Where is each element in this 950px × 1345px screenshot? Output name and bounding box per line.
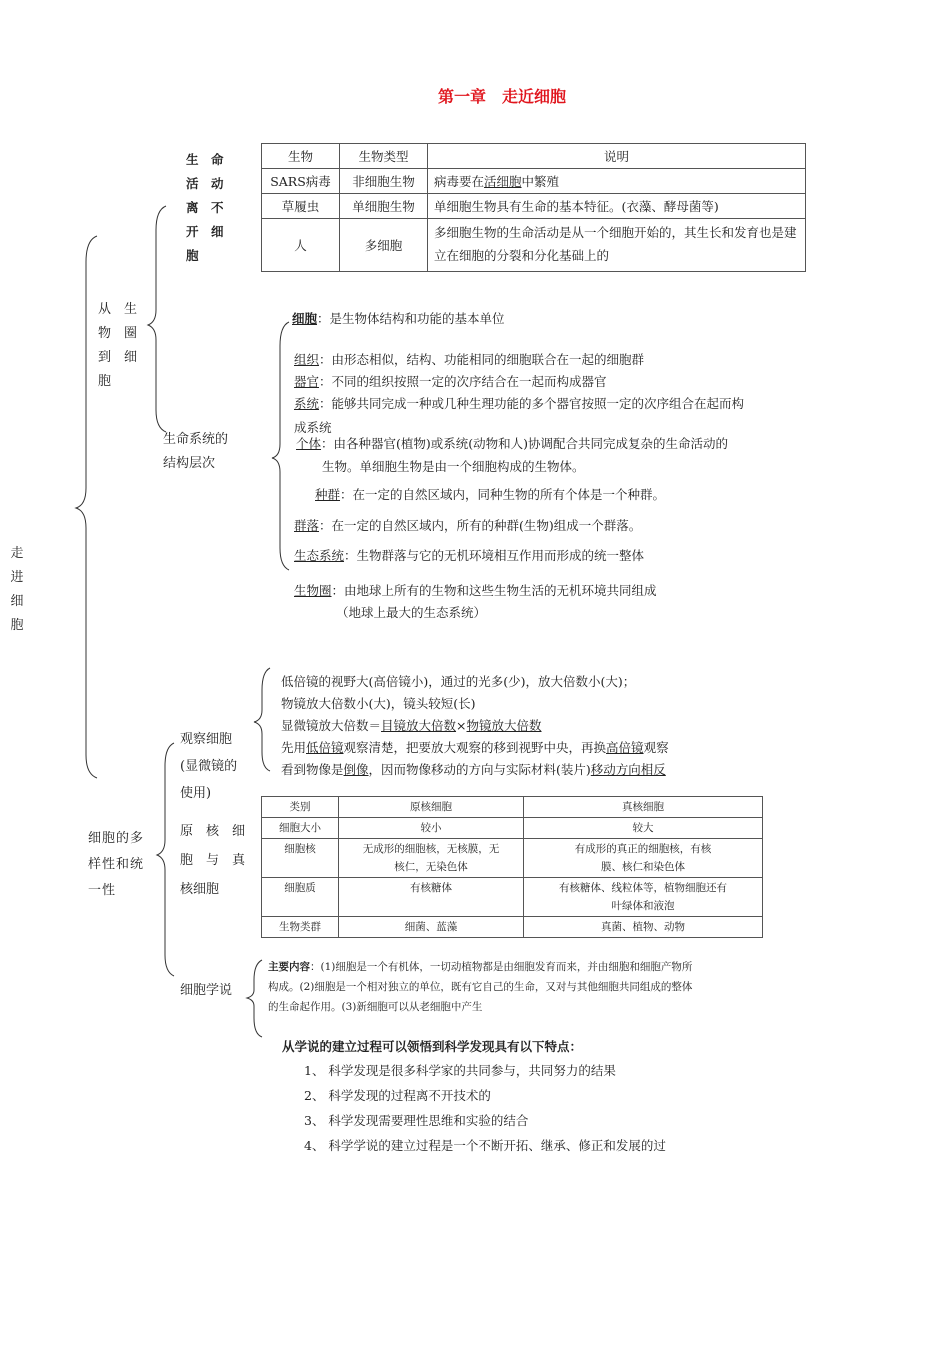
label-line: 胞 [98,374,112,389]
table-cell: 较小 [339,818,524,839]
label-line: 一性 [88,883,117,898]
table-row [262,818,763,839]
definition-text: 生物。单细胞生物是由一个细胞构成的生物体。 [322,459,585,474]
table-cell: 多细胞 [340,219,428,272]
theory-brace [247,960,262,1037]
level-organ [294,371,607,393]
cell-comparison-table [261,796,763,938]
term: 种群 [315,487,341,502]
text-underlined: 目镜放大倍数 [381,718,457,733]
text: ，因而物像移动的方向与实际材料(装片) [368,762,591,777]
level-system [294,393,744,415]
label-line: 生 命 [186,152,224,167]
table-row [262,169,806,194]
root-label-char: 胞 [10,618,24,633]
level-biosphere-note [336,602,486,624]
label-line: 使用) [180,786,212,801]
root-label-char: 细 [10,594,24,609]
definition-text: ：是生物体结构和功能的基本单位 [317,311,505,326]
table-cell: 生物类群 [262,917,339,938]
table-cell: 草履虫 [262,194,340,219]
root-label-char: 进 [10,570,24,585]
text: 观察 [643,740,669,755]
definition-text: ：在一定的自然区域内，所有的种群(生物)组成一个群落。 [319,518,642,533]
definition-text: ：由形态相似，结构、功能相同的细胞联合在一起的细胞群 [319,352,645,367]
note-line: 低倍镜的视野大(高倍镜小)，通过的光多(少)，放大倍数小(大)； [281,674,636,689]
list-item: 3、 科学发现需要理性思维和实验的结合 [304,1113,529,1128]
cell-text: 病毒要在 [434,174,485,189]
definition-text: ：在一定的自然区域内，同种生物的所有个体是一个种群。 [340,487,666,502]
root-label [9,542,25,638]
microscope-brace [254,668,270,771]
note-line [281,715,669,737]
table-cell: 单细胞生物具有生命的基本特征。(衣藻、酵母菌等) [428,194,806,219]
diversity-label [88,826,144,904]
table-cell: 较大 [524,818,763,839]
cell-text: 中繁殖 [521,174,560,189]
term: 生态系统 [294,548,345,563]
label-line: 观察细胞 [180,732,233,747]
page-title: 第一章 走近细胞 [437,87,566,106]
theory-lead: 主要内容 [268,961,310,973]
theory-text: ：(1)细胞是一个有机体，一切动植物都是由细胞发育而来，并由细胞和细胞产物所 [310,961,693,973]
label-line: 生命系统的 [163,432,229,447]
table-cell: 细胞质 [262,878,339,917]
note-line [281,759,669,781]
text: 显微镜放大倍数＝ [281,718,382,733]
text: 看到物像是 [281,762,344,777]
from-biosphere-label [98,298,137,394]
level-individual-cont [322,456,585,478]
table-cell: 人 [262,219,340,272]
table-row [262,219,806,272]
note-line: 物镜放大倍数小(大)，镜头较短(长) [281,696,476,711]
definition-text: ：由各种器官(植物)或系统(动物和人)协调配合共同完成复杂的生命活动的 [321,436,729,451]
life-activity-label [186,148,224,268]
table-cell: 细胞大小 [262,818,339,839]
table-cell: 多细胞生物的生命活动是从一个细胞开始的，其生长和发育也是建立在细胞的分裂和分化基础上的 [428,219,806,272]
diversity-brace [157,743,174,976]
term: 个体 [296,436,322,451]
label-line: 到 细 [98,350,138,365]
list-item: 4、 科学学说的建立过程是一个不断开拓、继承、修正和发展的过 [304,1138,666,1153]
text: 观察清楚，把要放大观察的移到视野中央，再换 [343,740,607,755]
table-header: 类别 [262,797,339,818]
table-header-row [262,144,806,169]
term: 细胞 [292,311,318,326]
label-line: 核细胞 [180,882,220,897]
table-cell: 细胞核 [262,839,339,878]
table-row [262,878,763,917]
hierarchy-brace [272,322,289,570]
table-cell: 有核糖体、线粒体等，植物细胞还有叶绿体和液泡 [524,878,763,917]
lessons-title: 从学说的建立过程可以领悟到科学发现具有以下特点： [282,1039,583,1054]
text-underlined: 高倍镜 [606,740,644,755]
table-cell: 真菌、植物、动物 [524,917,763,938]
theory-line: 的生命起作用。(3)新细胞可以从老细胞中产生 [268,1001,483,1013]
term: 生物圈 [294,583,332,598]
table-cell: 单细胞生物 [340,194,428,219]
table-cell [428,169,806,194]
text: × [456,718,467,733]
definition-text: 成系统 [294,420,332,435]
term: 群落 [294,518,320,533]
table-header-row [262,797,763,818]
label-line: 开 细 [186,224,224,239]
definition-text: ：能够共同完成一种或几种生理功能的多个器官按照一定的次序组合在起而构 [319,396,745,411]
theory-line: 构成。(2)细胞是一个相对独立的单位，既有它自己的生命，又对与其他细胞共同组成的整体 [268,981,693,993]
label-line: 物 圈 [98,326,138,341]
table-row [262,194,806,219]
prokaryote-label [180,817,245,904]
table-header: 生物 [262,144,340,169]
term: 器官 [294,374,320,389]
level-individual [296,433,728,455]
root-brace [76,236,97,778]
root-label-char: 走 [10,546,24,561]
list-item: 1、 科学发现是很多科学家的共同参与，共同努力的结果 [304,1063,616,1078]
level-biosphere [294,580,657,602]
label-line: (显微镜的 [180,759,238,774]
text-underlined: 移动方向相反 [590,762,666,777]
table-header: 原核细胞 [339,797,524,818]
level-ecosystem [294,545,644,567]
organism-table [261,143,806,272]
label-line: 原 核 细 [180,824,246,839]
table-header: 说明 [428,144,806,169]
label-line: 从 生 [98,302,138,317]
cell-theory-content [268,957,748,1017]
cell-theory-label: 细胞学说 [180,983,233,998]
table-cell: 非细胞生物 [340,169,428,194]
label-line: 胞 [186,248,199,263]
microscope-notes [281,671,669,781]
level-community [294,515,641,537]
label-line: 胞 与 真 [180,853,246,868]
table-row [262,839,763,878]
level-population [315,484,665,506]
definition-text: （地球上最大的生态系统） [336,605,487,620]
text-underlined: 低倍镜 [306,740,344,755]
table-cell: SARS病毒 [262,169,340,194]
table-header: 真核细胞 [524,797,763,818]
table-cell: 细菌、蓝藻 [339,917,524,938]
table-cell: 无成形的细胞核，无核膜，无核仁，无染色体 [339,839,524,878]
label-line: 离 不 [186,200,224,215]
hierarchy-label [163,428,228,476]
label-line: 样性和统 [88,857,145,872]
cell-definition [292,308,505,330]
text-underlined: 倒像 [343,762,369,777]
list-item: 2、 科学发现的过程离不开技术的 [304,1088,491,1103]
text: 先用 [281,740,307,755]
definition-text: ：由地球上所有的生物和这些生物生活的无机环境共同组成 [331,583,657,598]
note-line [281,737,669,759]
from-biosphere-brace [148,206,166,432]
definition-text: ：不同的组织按照一定的次序结合在一起而构成器官 [319,374,607,389]
table-cell: 有成形的真正的细胞核，有核膜、核仁和染色体 [524,839,763,878]
theory-line [268,957,748,977]
text-underlined: 物镜放大倍数 [466,718,542,733]
definition-text: ：生物群落与它的无机环境相互作用而形成的统一整体 [344,548,645,563]
level-tissue [294,349,644,371]
label-line: 活 动 [186,176,224,191]
lessons-list [304,1058,666,1158]
table-cell: 有核糖体 [339,878,524,917]
term: 系统 [294,396,320,411]
table-header: 生物类型 [340,144,428,169]
microscope-label [180,726,237,807]
term: 组织 [294,352,320,367]
table-row [262,917,763,938]
label-line: 细胞的多 [88,831,145,846]
cell-text-underlined: 活细胞 [484,174,522,189]
label-line: 结构层次 [163,456,216,471]
